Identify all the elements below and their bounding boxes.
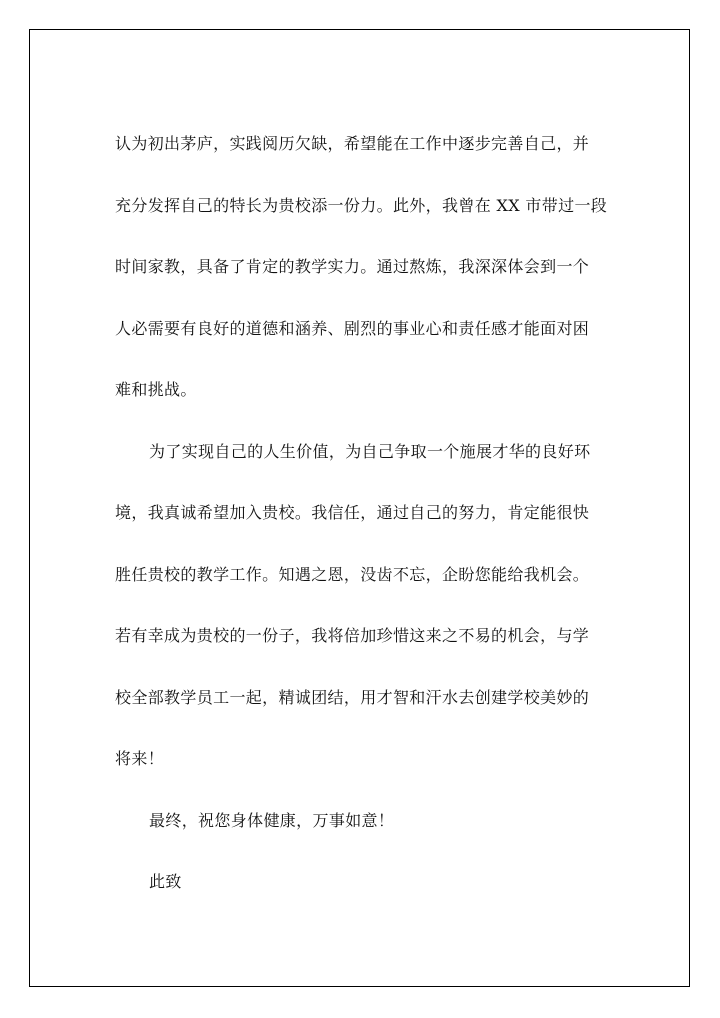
text-line: 认为初出茅庐，实践阅历欠缺，希望能在工作中逐步完善自己，并 [115,134,590,153]
text-line: 此致 [149,872,182,891]
text-line: 人必需要有良好的道德和涵养、剧烈的事业心和责任感才能面对困 [115,318,590,338]
text-line: 胜任贵校的教学工作。知遇之恩，没齿不忘，企盼您能给我机会。 [115,564,590,584]
text-line: 最终，祝您身体健康，万事如意！ [149,810,395,830]
document-body [115,125,635,925]
text-line: 充分发挥自己的特长为贵校添一份力。此外，我曾在 XX 市带过一段 [115,195,608,215]
text-line: 境，我真诚希望加入贵校。我信任，通过自己的努力，肯定能很快 [115,503,590,522]
text-line: 校全部教学员工一起，精诚团结，用才智和汗水去创建学校美妙的 [115,687,590,707]
text-line: 将来！ [115,749,165,768]
text-line: 时间家教，具备了肯定的教学实力。通过熬炼，我深深体会到一个 [115,257,590,276]
text-line: 若有幸成为贵校的一份子，我将倍加珍惜这来之不易的机会，与学 [115,626,590,645]
text-line: 难和挑战。 [115,380,197,399]
text-line: 为了实现自己的人生价值，为自己争取一个施展才华的良好环 [149,441,591,461]
